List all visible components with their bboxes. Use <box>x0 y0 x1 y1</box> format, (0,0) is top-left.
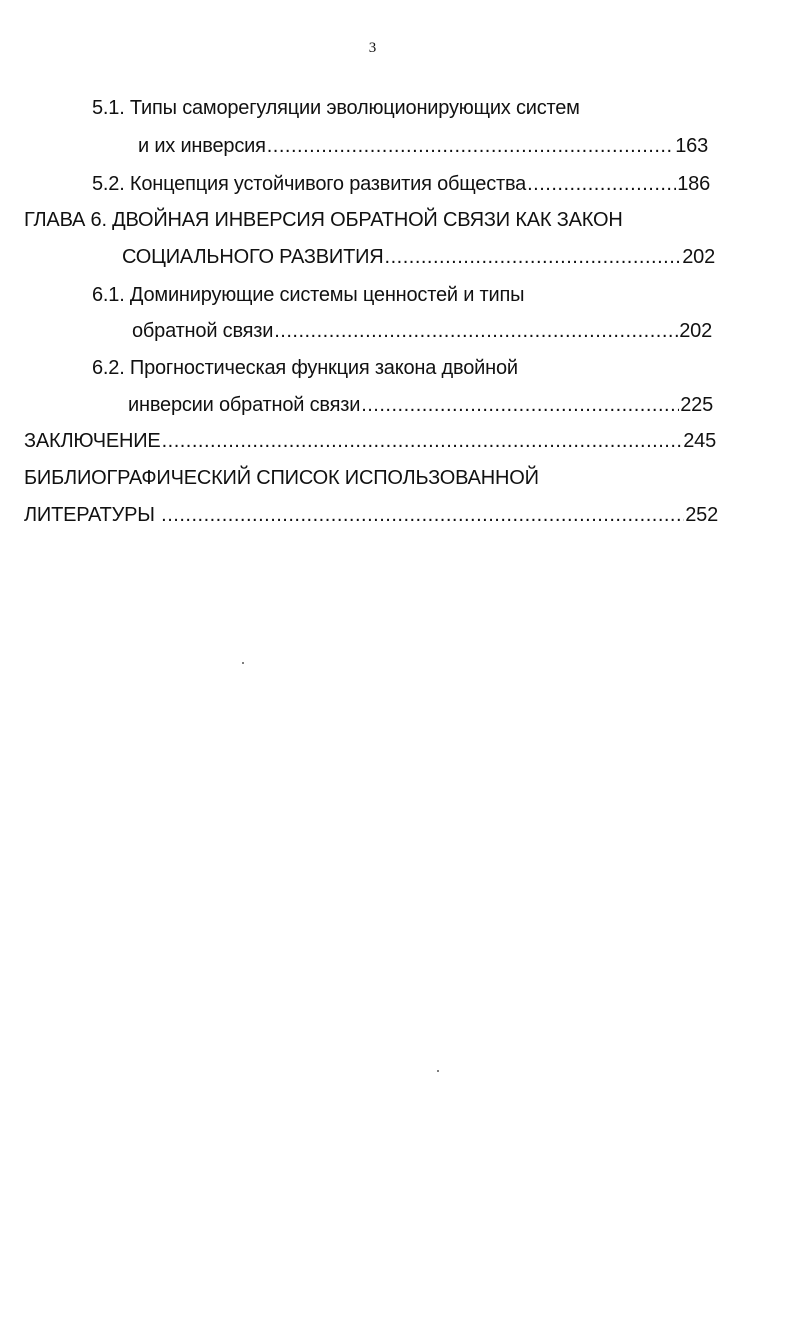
toc-conclusion-page: 245 <box>683 430 716 452</box>
toc-entry-6-1-page: 202 <box>679 320 712 342</box>
toc-conclusion-title: ЗАКЛЮЧЕНИЕ <box>24 430 161 452</box>
toc-chapter-6-page: 202 <box>682 246 715 268</box>
toc-entry-6-2-continuation: инверсии обратной связи <box>128 394 361 416</box>
toc-bibliography-page: 252 <box>685 504 718 526</box>
toc-entry-6-1-continuation: обратной связи <box>132 320 274 342</box>
dot-leader <box>361 393 679 417</box>
dot-leader <box>161 503 684 527</box>
toc-entry-5-2-page: 186 <box>677 173 710 195</box>
scan-speck <box>437 1070 439 1072</box>
toc-bibliography-continuation: ЛИТЕРАТУРЫ <box>24 504 161 526</box>
toc-bibliography <box>24 503 718 527</box>
dot-leader <box>274 319 678 343</box>
dot-leader <box>385 245 682 269</box>
dot-leader <box>527 172 676 196</box>
toc-entry-6-2-page: 225 <box>680 394 713 416</box>
toc-entry-5-2-title: 5.2. Концепция устойчивого развития общества <box>92 173 527 195</box>
dot-leader <box>162 429 683 453</box>
dot-leader <box>267 134 674 158</box>
toc-entry-6-2 <box>128 393 713 417</box>
toc-conclusion <box>24 429 716 453</box>
page-number: 3 <box>368 40 377 56</box>
toc-chapter-6 <box>122 245 715 269</box>
toc-entry-5-1-continuation: и их инверсия <box>138 135 266 157</box>
toc-bibliography-title: БИБЛИОГРАФИЧЕСКИЙ СПИСОК ИСПОЛЬЗОВАННОЙ <box>24 467 539 489</box>
toc-entry-5-2 <box>92 172 710 196</box>
toc-entry-6-1 <box>132 319 712 343</box>
toc-entry-5-1-title: 5.1. Типы саморегуляции эволюционирующих систем <box>92 97 580 119</box>
toc-entry-5-1-page: 163 <box>675 135 708 157</box>
toc-chapter-6-continuation: СОЦИАЛЬНОГО РАЗВИТИЯ <box>122 246 384 268</box>
toc-entry-5-1 <box>138 134 708 158</box>
toc-chapter-6-title: ГЛАВА 6. ДВОЙНАЯ ИНВЕРСИЯ ОБРАТНОЙ СВЯЗИ КАК ЗАКОН <box>24 209 623 231</box>
toc-entry-6-1-title: 6.1. Доминирующие системы ценностей и типы <box>92 284 525 306</box>
table-of-contents <box>0 0 793 560</box>
scan-speck <box>242 662 244 664</box>
toc-entry-6-2-title: 6.2. Прогностическая функция закона двойной <box>92 357 518 379</box>
